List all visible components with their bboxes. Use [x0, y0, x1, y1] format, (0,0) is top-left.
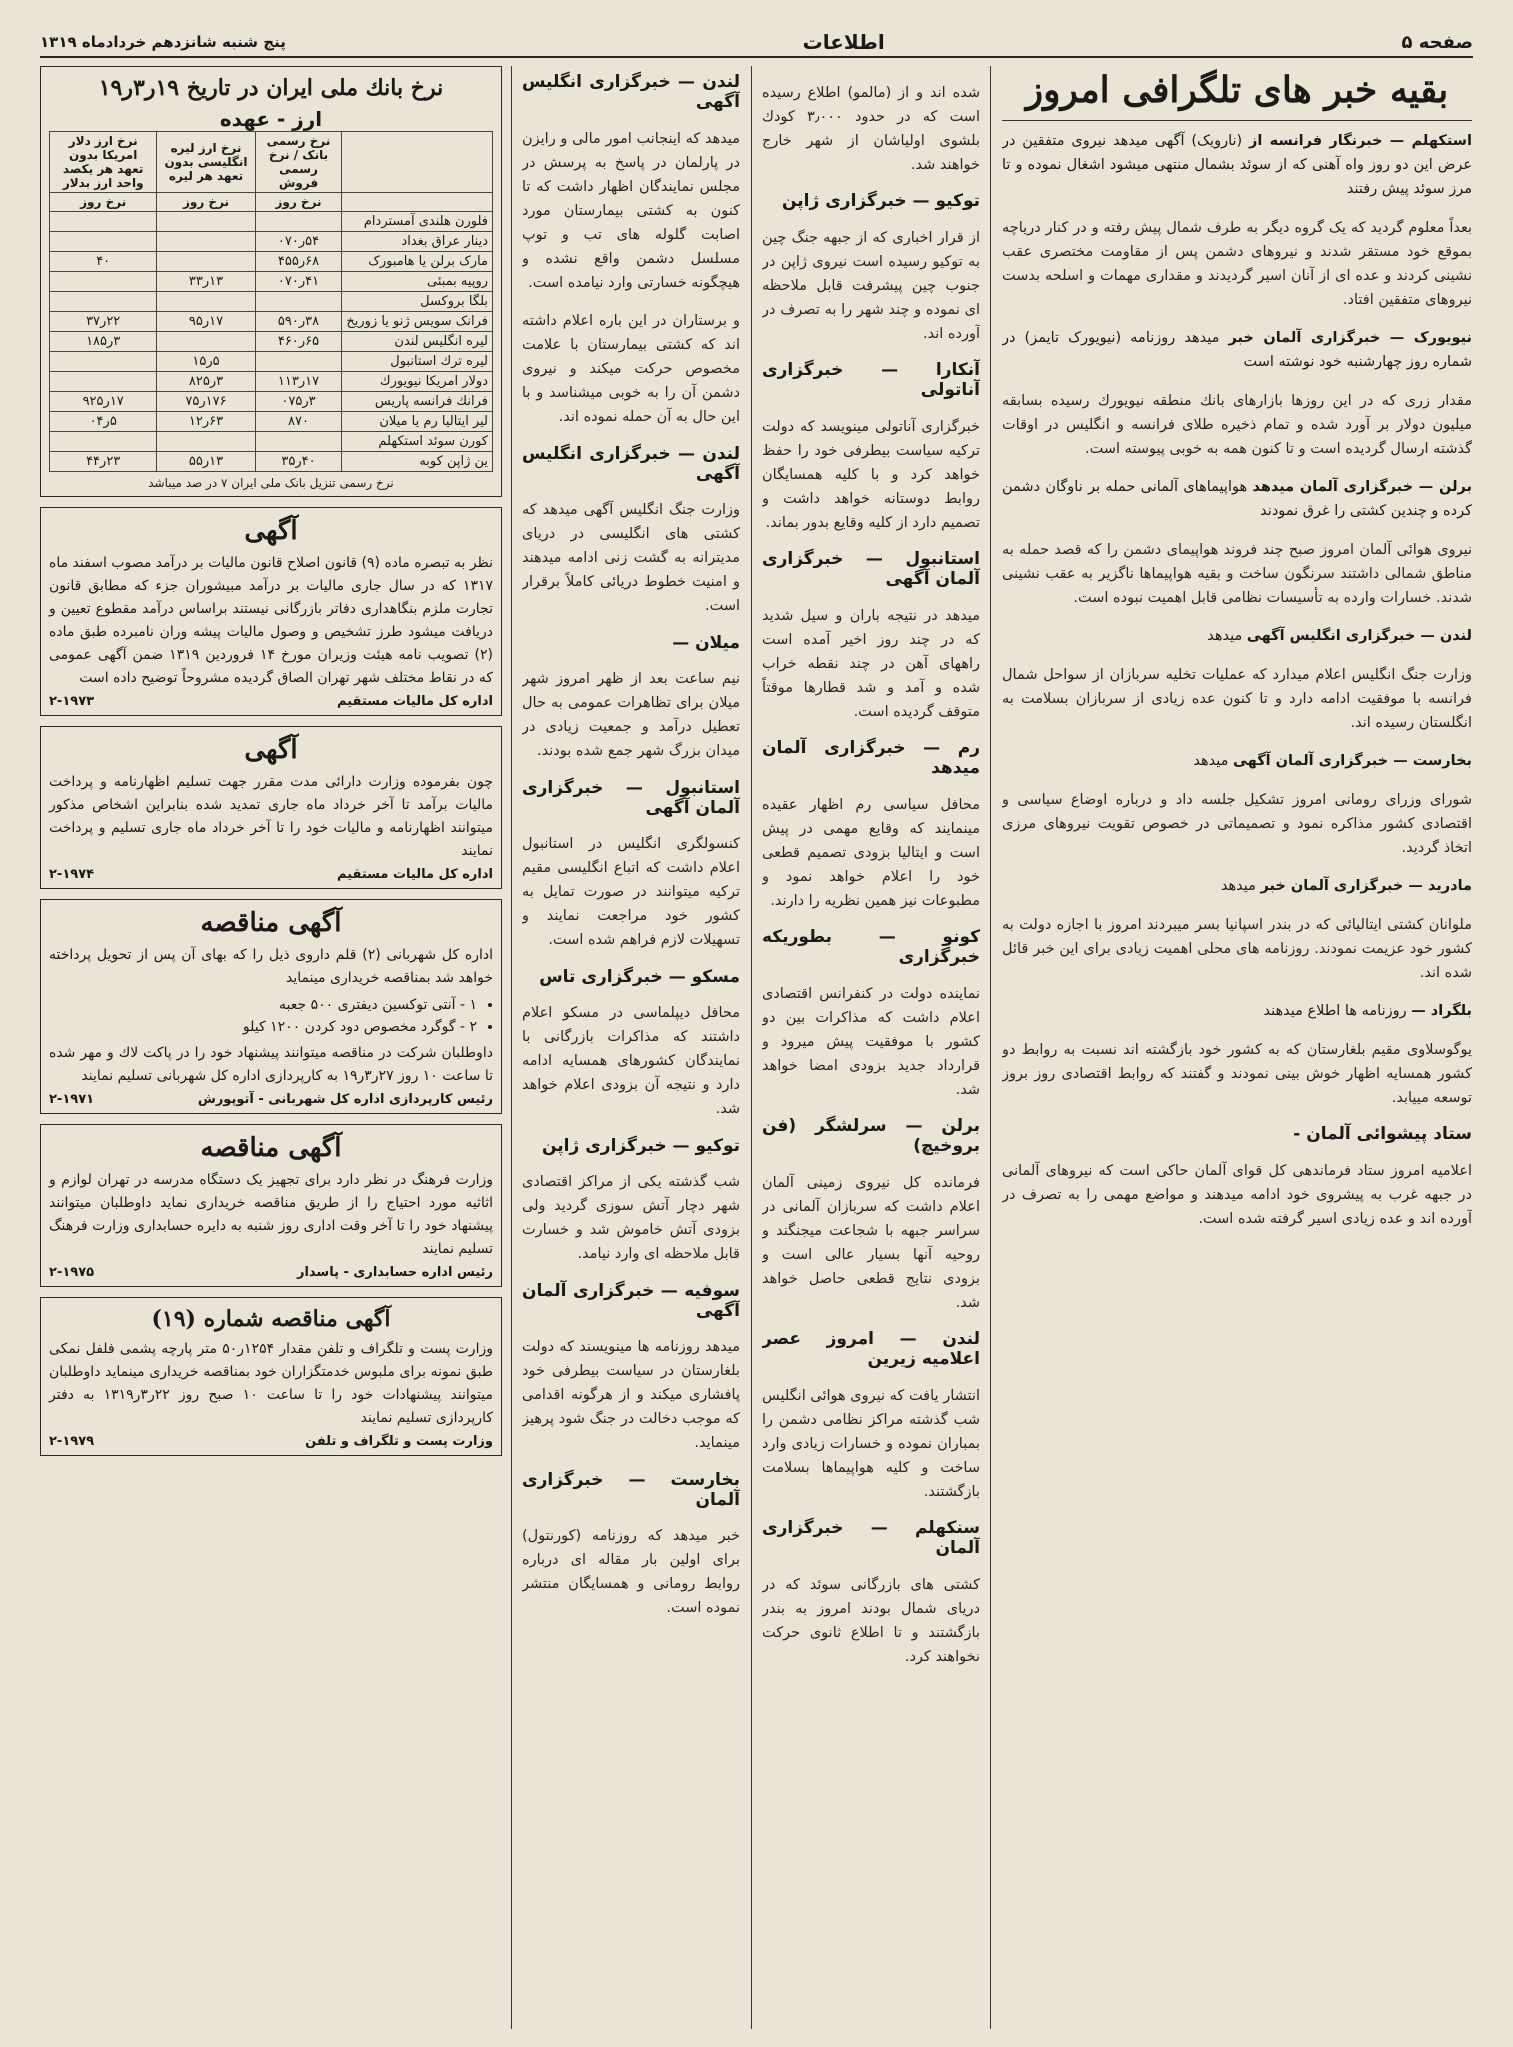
ad-title: آگهی: [244, 735, 298, 765]
rate-value: [157, 432, 255, 452]
rates-row: [50, 412, 493, 432]
news-filler: فرمانده کل نیروی زمینی آلمان اعلام داشت که سربازان آلمانی در سراسر جبهه با شجاعت میجنگند و روحیه آنها بسیار عالی است و بزودی نتایج قطعی حاصل خواهد شد.: [762, 1174, 980, 1311]
rate-value: [157, 212, 255, 232]
ads-column: [40, 66, 502, 2029]
news-column-2: [762, 66, 980, 2029]
ad-tax-notice: [40, 507, 502, 716]
rate-value: ۱۳ر۳۳: [157, 272, 255, 292]
news-item: مادرید — خبرگزاری آلمان خبر میدهد: [1220, 878, 1472, 894]
currency-name: لیره انگلیس لندن: [342, 332, 493, 352]
tender-item: • ۱ - آنتی توکسین دیفتری ۵۰۰ جعبه: [49, 994, 477, 1016]
tender-item: • ۲ - گوگرد مخصوص دود کردن ۱۲۰۰ کیلو: [49, 1016, 477, 1038]
currency-name: کورن سوئد استکهلم: [342, 432, 493, 452]
news-filler: محافل سیاسی رم اظهار عقیده مینمایند که وقایع مهمی در پیش است و ایتالیا بزودی تصمیم قطعی خود را اعلام خواهد نمود و مطبوعات نیز همین نظریه را دارند.: [762, 796, 980, 909]
news-filler: ملوانان کشتی ایتالیائی که در بندر اسپانیا بسر میبردند امروز با اجازه دولت به کشور خود عزیمت نمودند. روزنامه های محلی اهمیت زیادی برای این خبر قائل شده اند.: [1002, 916, 1472, 981]
page-number: صفحه ۵: [1401, 31, 1473, 53]
news-subhead: استانبول — خبرگزاری آلمان آگهی: [522, 777, 740, 818]
news-subhead: مسکو — خبرگزاری تاس: [539, 966, 740, 987]
ad-signature: اداره کل مالیات مستقیم: [337, 867, 493, 882]
news-item: لندن — خبرگزاری انگلیس آگهی میدهد: [1207, 628, 1472, 644]
rate-value: [255, 432, 342, 452]
rates-row: [50, 232, 493, 252]
column-rule: [511, 66, 512, 2029]
news-filler: کشتی های بازرگانی سوئد که در دریای شمال بودند امروز به بندر بازگشتند و تا اطلاع ثانوی حرکت نخواهند کرد.: [762, 1576, 980, 1665]
rate-value: ۶۳ر۱۲: [157, 412, 255, 432]
news-subhead: سوفیه — خبرگزاری آلمان آگهی: [522, 1280, 740, 1321]
news-subhead: استانبول — خبرگزاری آلمان آگهی: [762, 549, 980, 589]
news-subhead: ستاد پیشوائی آلمان -: [1293, 1124, 1472, 1144]
rate-value: [50, 272, 157, 292]
news-item: برلن — خبرگزاری آلمان میدهد هواپیماهای آلمانی حمله بر ناوگان دشمن کرده و چندین کشتی را غرق نمودند: [1002, 479, 1472, 519]
rates-row: [50, 312, 493, 332]
rate-value: ۶۸ر۴۵۵: [255, 252, 342, 272]
news-filler: خبرگزاری آناتولی مینویسد که دولت ترکیه سیاست بیطرفی خود را حفظ خواهد کرد و با کلیه همسایگان روابط دوستانه خواهد داشت و تصمیم دارد از کلیه وقایع بدور بماند.: [762, 418, 980, 531]
news-filler: میدهد که اینجانب امور مالی و رایزن در پارلمان در پاسخ به پرسش در مجلس نمایندگان اظهار داشت که تا کنون به کشتی بیمارستان مورد اصابت گلوله های تب و توپ مسلسل دشمن واقع نشده و هیچگونه خسارتی وارد نیامده است.: [522, 130, 740, 291]
news-subhead: توکیو — خبرگزاری ژاپن: [782, 191, 980, 211]
currency-name: فرانك فرانسه پاریس: [342, 392, 493, 412]
rate-value: [157, 332, 255, 352]
rates-row: [50, 332, 493, 352]
currency-name: بلگا بروکسل: [342, 292, 493, 312]
ad-tax-deadline: [40, 726, 502, 889]
ad-body: وزارت فرهنگ در نظر دارد برای تجهیز یک دستگاه مدرسه در تهران لوازم و اثاثیه مورد احتیاج را از طریق مناقصه خریداری نماید داوطلبان میتوانند پیشنهاد خود را تا آخر وقت اداری روز شنبه به دایره حسابداری وزارت فرهنگ تسلیم نمایند: [49, 1172, 493, 1257]
currency-name: روپیه بمبئی: [342, 272, 493, 292]
rates-col-header: نرخ ارز لیره انگلیسی بدون تعهد هر لیره: [157, 132, 255, 193]
news-filler: نیم ساعت بعد از ظهر امروز شهر میلان برای تظاهرات عمومی به حال تعطیل درآمد و جمعیت زیادی در میدان بزرگ شهر جمع شده بودند.: [522, 671, 740, 759]
rates-row: [50, 272, 493, 292]
news-filler: شب گذشته یکی از مراکز اقتصادی شهر دچار آتش سوزی گردید ولی بزودی آتش خاموش شد و خسارت قابل ملاحظه ای وارد نیامد.: [522, 1174, 740, 1262]
rate-value: [50, 232, 157, 252]
currency-name: دینار عراق بغداد: [342, 232, 493, 252]
news-filler: شده اند و از (مالمو) اطلاع رسیده است که در حدود ۳٫۰۰۰ کودك بلشوی اولیاشان از شهر خارج خواهند شد.: [762, 84, 980, 173]
currency-name: مارک برلن یا هامبورک: [342, 252, 493, 272]
news-filler: میدهد روزنامه ها مینویسند که دولت بلغارستان در سیاست بیطرفی خود پافشاری میکند و از هرگونه اقدامی که موجب دخالت در جنگ شود پرهیز مینماید.: [522, 1339, 740, 1451]
ad-ref: ۲-۱۹۷۴: [49, 867, 95, 882]
rate-value: [50, 352, 157, 372]
rate-value: ۴۰ر۳۵: [255, 452, 342, 472]
news-subhead: میلان —: [672, 632, 740, 653]
news-item: نیویورک — خبرگزاری آلمان خبر میدهد روزنامه (نیویورک تایمز) در شماره روز چهارشنبه خود نوشته است: [1002, 330, 1472, 370]
ad-tender-post: [40, 1297, 502, 1456]
rate-value: ۸۷۰: [255, 412, 342, 432]
news-filler: نماینده دولت در کنفرانس اقتصادی اعلام داشت که مذاکرات بین دو کشور با موفقیت پیش میرود و قرارداد جدید بزودی امضا خواهد شد.: [762, 985, 980, 1098]
news-filler: مقدار زری که در این روزها بازارهای بانك منطقه نیویورك رسیده بسابقه میلیون دولار بر آورد شده و تمام ذخیره طلای فرانسه و انگلیس در اوقات گذشته ارسال گردیده است و تا کنون همه به خوبی پیوسته است.: [1002, 392, 1472, 457]
rate-value: ۱۷۶ر۷۵: [157, 392, 255, 412]
rates-col-header: نرخ رسمی بانک / نرخ رسمی فروش: [255, 132, 342, 193]
news-subhead: بخارست — خبرگزاری آلمان: [522, 1469, 740, 1510]
ad-signature: رئیس کارپردازی اداره کل شهربانی - آتوپورش: [197, 1092, 493, 1107]
main-headline: بقیه خبر های تلگرافی امروز: [1002, 66, 1472, 121]
rates-row: [50, 392, 493, 412]
rates-row: [50, 292, 493, 312]
rate-value: ۳ر۰۷۵: [255, 392, 342, 412]
news-subhead: لندن — امروز عصر اعلامیه زیرین: [762, 1329, 980, 1369]
rate-value: ۵ر۱۵: [157, 352, 255, 372]
page-header: [40, 28, 1473, 58]
news-filler: محافل دیپلماسی در مسکو اعلام داشتند که مذاکرات بازرگانی با نمایندگان کشورهای همسایه ادامه دارد و نتیجه آن بزودی اعلام خواهد شد.: [522, 1005, 740, 1117]
rate-value: [255, 352, 342, 372]
news-filler: نیروی هوائی آلمان امروز صبح چند فروند هواپیمای دشمن را که قصد حمله به مناطق شمالی داشتند سرنگون ساخت و بقیه هواپیماها ناگزیر به عقب نشینی شدند. خسارات وارده به تأسیسات نظامی قابل اهمیت نبوده است.: [1002, 541, 1472, 606]
news-column-3: [522, 66, 740, 2029]
rates-row: [50, 212, 493, 232]
news-subhead: توکیو — خبرگزاری ژاپن: [542, 1135, 740, 1156]
rate-value: [157, 292, 255, 312]
news-filler: خبر میدهد که روزنامه (کورنتول) برای اولین بار مقاله ای درباره روابط رومانی و همسایگان منتشر نموده است.: [522, 1528, 740, 1616]
news-filler: میدهد در نتیجه باران و سیل شدید که در چند روز اخیر آمده است راههای آهن در چند نقطه خراب شده و آمد و شد قطارها موقتاً متوقف گردیده است.: [762, 607, 980, 720]
ad-title: آگهی مناقصه: [200, 1133, 342, 1163]
rate-value: ۶۵ر۴۶۰: [255, 332, 342, 352]
ad-signature: اداره کل مالیات مستقیم: [337, 694, 493, 709]
rate-value: ۳ر۱۸۵: [50, 332, 157, 352]
rate-value: [50, 292, 157, 312]
currency-name: فرانک سویس ژنو یا زوریخ: [342, 312, 493, 332]
ad-ref: ۲-۱۹۷۹: [49, 1434, 95, 1449]
ad-body: چون بفرموده وزارت دارائی مدت مقرر جهت تسلیم اظهارنامه و پرداخت مالیات برآمد تا آخر خرداد ماه جاری تمدید شده بنابراین اشخاص مذکور میتوانند اظهارنامه و مالیات خود را تا آخر خرداد ماه جاری تسلیم و پرداخت نمایند: [49, 774, 493, 859]
issue-date: پنج شنبه شانزدهم خردادماه ۱۳۱۹: [40, 33, 286, 51]
exchange-rates-box: [40, 66, 502, 497]
news-filler: یوگوسلاوی مقیم بلغارستان که به کشور خود بازگشته اند نسبت به روابط دو کشور همسایه اظهار خوش بینی نمودند و گفتند که روابط اقتصادی روز بروز توسعه مییابد.: [1002, 1041, 1472, 1106]
rate-value: [50, 432, 157, 452]
news-subhead: سنکهلم — خبرگزاری آلمان: [762, 1518, 980, 1558]
column-rule: [751, 66, 752, 2029]
news-item: بلگراد — روزنامه ها اطلاع میدهند: [1263, 1003, 1472, 1019]
rate-value: ۵۴ر۰۷۰: [255, 232, 342, 252]
rates-subtitle: ارز - عهده: [219, 107, 323, 131]
ad-ref: ۲-۱۹۷۳: [49, 694, 95, 709]
rate-value: ۱۳ر۵۵: [157, 452, 255, 472]
news-filler: انتشار یافت که نیروی هوائی انگلیس شب گذشته مراکز نظامی دشمن را بمباران نموده و خسارات زیادی وارد ساخت و کلیه هواپیماها بسلامت بازگشتند.: [762, 1387, 980, 1500]
currency-name: لیر ایتالیا رم یا میلان: [342, 412, 493, 432]
news-filler: بعداً معلوم گردید که یک گروه دیگر به طرف شمال پیش رفته و در کنار دریاچه بموقع خود مستقر شدند و نیروهای دشمن پس از مقاومت مختصری عقب نشینی کردند و عده ای از آنان اسیر گردیدند و مقداری مهمات و اسلحه بدست نیروهای متفقین افتاد.: [1002, 219, 1472, 308]
ad-ref: ۲-۱۹۷۱: [49, 1092, 95, 1107]
rates-row: [50, 432, 493, 452]
rate-value: [50, 372, 157, 392]
ad-body: داوطلبان شرکت در مناقصه میتوانند پیشنهاد خود را در پاکت لاك و مهر شده تا ساعت ۱۰ روز ۲۷ر۳ر۱۹ به کارپردازی اداره کل شهربانی تسلیم نمایند: [49, 1045, 493, 1084]
news-subhead: کونو — بطوریکه خبرگزاری: [762, 927, 980, 967]
ad-title: آگهی مناقصه: [200, 908, 342, 938]
news-filler: کنسولگری انگلیس در استانبول اعلام داشت که اتباع انگلیسی مقیم ترکیه میتوانند در صورت تمایل به کشور خود مراجعت نمایند و تسهیلات لازم فراهم شده است.: [522, 836, 740, 948]
rates-row: [50, 372, 493, 392]
rates-col-name: [342, 132, 493, 193]
ad-title: آگهی مناقصه شماره (۱۹): [151, 1306, 391, 1332]
ad-title: آگهی: [244, 516, 298, 546]
rate-value: ۳۸ر۵۹۰: [255, 312, 342, 332]
news-column-right: [1002, 66, 1472, 2029]
news-subhead: آنکارا — خبرگزاری آناتولی: [762, 360, 980, 400]
rate-value: ۱۷ر۱۱۳: [255, 372, 342, 392]
rate-value: [255, 292, 342, 312]
news-filler: وزارت جنگ انگلیس آگهی میدهد که کشتی های انگلیسی در دریای مدیترانه به گشت زنی ادامه میدهند و امنیت خطوط دریائی کاملاً برقرار است.: [522, 502, 740, 614]
news-subhead: برلن — سرلشگر (فن بروخیچ): [762, 1116, 980, 1156]
news-filler: اعلامیه امروز ستاد فرماندهی کل قوای آلمان حاکی است که نیروهای آلمانی در جبهه غرب به پیشروی خود ادامه میدهند و مواضع مهمی را به تصرف در آورده اند و عده زیادی اسیر گرفته شده است.: [1002, 1162, 1472, 1227]
rates-title: نرخ بانك ملی ایران در تاریخ ۱۹ر۳ر۱۹: [98, 75, 444, 101]
currency-name: ین ژاپن کوبه: [342, 452, 493, 472]
rate-value: [50, 212, 157, 232]
rate-value: ۱۷ر۹۲۵: [50, 392, 157, 412]
column-rule: [990, 66, 991, 2029]
ad-body: اداره کل شهربانی (۲) قلم داروی ذیل را که بهای آن پس از تحویل پرداخته خواهد شد بمناقصه خریداری مینماید: [49, 947, 494, 986]
rates-row: [50, 352, 493, 372]
tender-items: [49, 994, 493, 1038]
news-item: بخارست — خبرگزاری آلمان آگهی میدهد: [1193, 753, 1472, 769]
rate-value: [157, 252, 255, 272]
ad-tender-culture: [40, 1124, 502, 1287]
rates-row: [50, 452, 493, 472]
rate-value: ۴۱ر۰۷۰: [255, 272, 342, 292]
news-subhead: لندن — خبرگزاری انگلیس آگهی: [522, 72, 740, 112]
ad-body: وزارت پست و تلگراف و تلفن مقدار ۱۲۵۴ر۵۰ متر پارچه پشمی فلفل نمکی طبق نمونه برای ملبوس خدمتگزاران خود بمناقصه خریداری مینماید داوطلبان میتوانند پیشنهادات خود را تا ساعت ۱۰ صبح روز ۲۲ر۳ر۱۳۱۹ به دفتر کارپردازی تسلیم نمایند: [49, 1341, 493, 1426]
currency-name: فلورن هلندی آمستردام: [342, 212, 493, 232]
ad-tender-police: [40, 899, 502, 1114]
news-item: استکهلم — خبرنگار فرانسه از (نارویک) آگهی میدهد نیروی متفقین در عرض این دو روز واه آهنی که از سوئد بشمال منتهی میشود اشغال نموده و تا مرز سوئد پیش رفتند: [1002, 133, 1472, 197]
newspaper-name: اطلاعات: [802, 30, 885, 54]
news-filler: و برستاران در این باره اعلام داشته اند که کشتی بیمارستان با علامت مخصوص حرکت میکند و نیروی دشمن آن را به خوبی میشناسد و با این حال به آن حمله نموده اند.: [522, 313, 740, 425]
rates-table: نرخ رسمی بانک / نرخ رسمی فروش نرخ ارز لیره انگلیسی بدون تعهد هر لیره نرخ ارز دلار امریکا بدون تعهد هر یکصد واحد ارز بدلار نرخ روز نرخ روز نرخ روز فلورن هلندی آمستردام دینار عراق بغداد ۵۴ر۰۷۰ مارک برلن یا هامبورک ۶۸ر۴۵۵ ۴۰ روپیه بمبئی ۴۱ر۰۷۰ ۱۳ر۳۳ بلگا بروکسل فرانک سویس ژنو یا زوریخ ۳۸ر۵۹۰ ۱۷ر۹۵ ۲۲ر۳۷ لیره انگلیس لندن ۶۵ر۴۶۰ ۳ر۱۸۵ لیره ترك استانبول ۵ر۱۵ دولار امریکا نیویورك ۱۷ر۱۱۳ ۳ر۸۲۵ فرانك فرانسه پاریس ۳ر۰۷۵ ۱۷۶ر۷۵ ۱۷ر۹۲۵ لیر ایتالیا رم یا میلان ۸۷۰ ۶۳ر۱۲ ۵ر۰۴ کورن سوئد استکهلم ین ژاپن کوبه ۴۰ر۳۵ ۱۳ر۵۵ ۲۳ر۴۴: [49, 131, 493, 472]
news-subhead: لندن — خبرگزاری انگلیس آگهی: [522, 443, 740, 484]
news-filler: از قرار اخباری که از جبهه جنگ چین به توکیو رسیده است نیروی ژاپن در جنوب چین پیشرفت قابل ملاحظه ای نموده و چند شهر را به تصرف در آورده اند.: [762, 229, 980, 342]
rates-col-header: نرخ ارز دلار امریکا بدون تعهد هر یکصد واحد ارز بدلار: [50, 132, 157, 193]
news-filler: وزارت جنگ انگلیس اعلام میدارد که عملیات تخلیه سربازان از سواحل شمال فرانسه با موفقیت ادامه دارد و تا کنون عده زیادی از سربازان بسلامت به انگلستان رسیده اند.: [1002, 666, 1472, 731]
rate-value: ۵ر۰۴: [50, 412, 157, 432]
rate-value: ۴۰: [50, 252, 157, 272]
rate-value: ۱۷ر۹۵: [157, 312, 255, 332]
currency-name: لیره ترك استانبول: [342, 352, 493, 372]
ad-body: نظر به تبصره ماده (۹) قانون اصلاح قانون مالیات بر درآمد مصوب اسفند ماه ۱۳۱۷ که در سال جاری مالیات بر درآمد مبیشوران جزء که مطابق قانون تجارت ملزم بنگاهداری دفاتر بازرگانی نیستند براساس درآمد مقطوع تعیین و دریافت میشود طرز تشخیص و وصول مالیات پیشه وران نامبرده طبق ماده (۲) تصویب نامه هیئت وزیران مورخ ۱۴ فروردین ۱۳۱۹ ضمن آگهی عمومی که در نقاط مختلف شهر تهران الصاق گردیده مشروحاً توضیح داده است: [49, 555, 493, 686]
rate-value: [157, 232, 255, 252]
rate-value: ۲۳ر۴۴: [50, 452, 157, 472]
ad-signature: وزارت پست و تلگراف و تلفن: [305, 1434, 493, 1449]
news-filler: شورای وزرای رومانی امروز تشکیل جلسه داد و درباره اوضاع سیاسی و اقتصادی کشور مذاکره نمود و تصمیماتی در خصوص تقویت نیروهای مرزی اتخاذ گردید.: [1002, 791, 1472, 856]
rates-footer: نرخ رسمی تنزیل بانک ملی ایران ۷ در صد میباشد: [148, 476, 394, 490]
rate-value: ۳ر۸۲۵: [157, 372, 255, 392]
ad-signature: رئیس اداره حسابداری - پاسدار: [296, 1265, 493, 1280]
rate-value: ۲۲ر۳۷: [50, 312, 157, 332]
rates-row: [50, 252, 493, 272]
ad-ref: ۲-۱۹۷۵: [49, 1265, 95, 1280]
currency-name: دولار امریکا نیویورك: [342, 372, 493, 392]
rate-value: [255, 212, 342, 232]
news-subhead: رم — خبرگزاری آلمان میدهد: [762, 738, 980, 778]
